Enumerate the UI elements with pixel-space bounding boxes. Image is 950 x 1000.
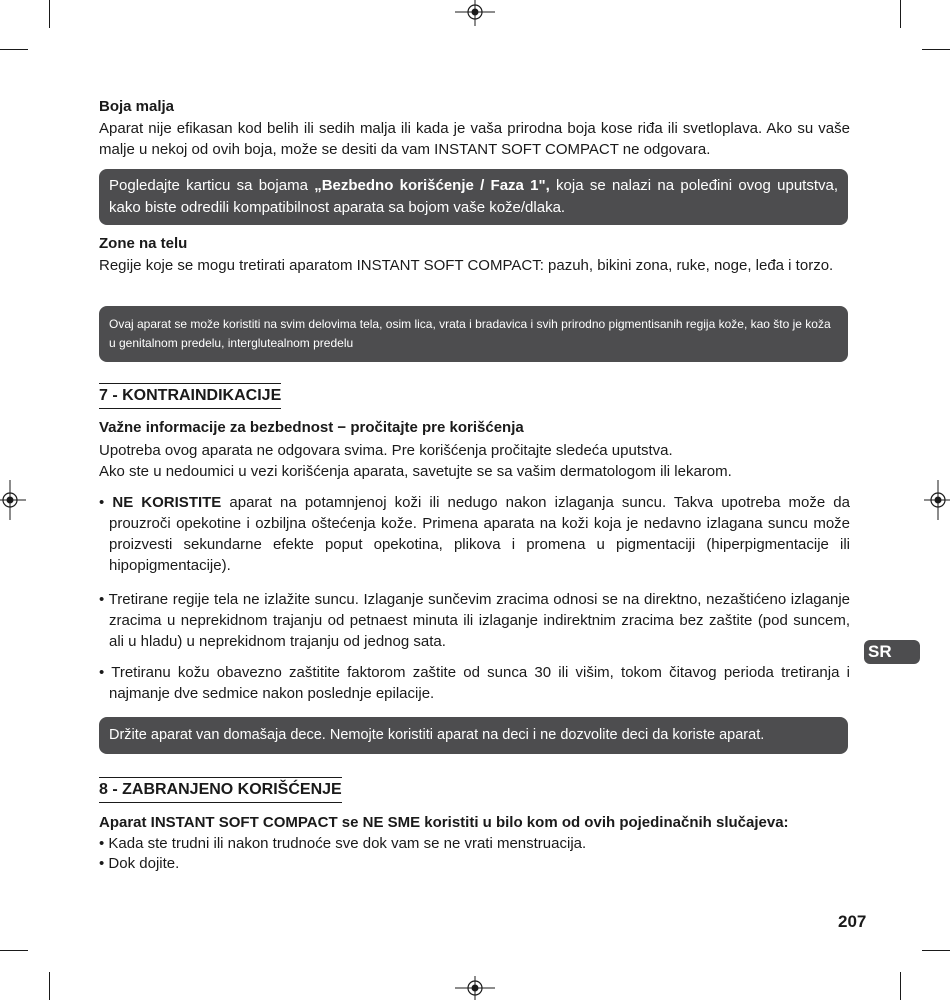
crop-mark: [49, 972, 50, 1000]
section-text-zones: Regije koje se mogu tretirati aparatom INSTANT SOFT COMPACT: pazuh, bikini zona, ruke, noge, leđa i torzo.: [99, 257, 834, 274]
bullet-text: Tretiranu kožu obavezno zaštitite faktorom zaštite od sunca 30 ili višim, tokom čitavog perioda tretiranja i najmanje dve sedmice nakon poslednje epilacije.: [109, 664, 850, 702]
section7-line2: Ako ste u nedoumici u vezi korišćenja aparata, savetujte se sa vašim dermatologom ili lekarom.: [99, 463, 732, 480]
info-box-skin-color: [99, 169, 848, 225]
crop-mark: [49, 0, 50, 28]
section-text-color: Aparat nije efikasan kod belih ili sedih malja ili kada je vaša prirodna boja kose riđa ili svetloplava. Ako su vaše malje u nekoj od ovih boja, može se desiti da vam INSTANT SOFT COMPACT ne odgovara.: [99, 120, 850, 158]
section-title-8: 8 - ZABRANJENO KORIŠĆENJE: [99, 777, 342, 803]
bullet-symbol: •: [99, 664, 105, 681]
section8-subheading: Aparat INSTANT SOFT COMPACT se NE SME koristiti u bilo kom od ovih pojedinačnih slučajeva:: [99, 814, 789, 831]
section8-item: • Kada ste trudni ili nakon trudnoće sve dok vam se ne vrati menstruacija.: [99, 835, 587, 852]
registration-mark-icon: [455, 976, 495, 1000]
section7-subheading: Važne informacije za bezbednost − pročitajte pre korišćenja: [99, 419, 524, 436]
info-box-body-zones: Ovaj aparat se može koristiti na svim delovima tela, osim lica, vrata i bradavica i svih prirodno pigmentisanih regija kože, kao što je koža u genitalnom predelu, interglutealnom predelu: [99, 306, 848, 362]
page-number: 207: [838, 912, 867, 931]
section-heading-color: Boja malja: [99, 98, 175, 115]
crop-mark: [922, 950, 950, 951]
bullet-symbol: •: [99, 494, 105, 511]
section-heading-zones: Zone na telu: [99, 235, 188, 252]
section-title-7: 7 - KONTRAINDIKACIJE: [99, 383, 281, 409]
info-box-children-warning: Držite aparat van domašaja dece. Nemojte koristiti aparat na deci i ne dozvolite deci da koriste aparat.: [99, 717, 848, 754]
crop-mark: [0, 950, 28, 951]
crop-mark: [0, 49, 28, 50]
list-item: [99, 662, 850, 704]
list-item: [99, 589, 850, 652]
section8-item: • Dok dojite.: [99, 855, 180, 872]
box-text: Pogledajte karticu sa bojama: [109, 177, 315, 194]
registration-mark-icon: [924, 480, 950, 520]
crop-mark: [900, 0, 901, 28]
section7-line1: Upotreba ovog aparata ne odgovara svima. Pre korišćenja pročitajte sledeća uputstva.: [99, 442, 673, 459]
bullet-text: aparat na potamnjenoj koži ili nedugo nakon izlaganja suncu. Takva upotreba može da prouzroči opekotine i ozbiljna oštećenja kože. Primena aparata na koži koja je nedavno izlagana suncu može proizvesti sekundarne efekte poput opekotina, plikova i promena u pigmentaciji (hiperpigmentacije ili hipopigmentacije).: [109, 494, 850, 574]
box-text-bold: „Bezbedno korišćenje / Faza 1",: [314, 177, 550, 194]
registration-mark-icon: [455, 0, 495, 26]
language-badge: SR: [864, 640, 920, 664]
list-item: [99, 492, 850, 576]
crop-mark: [922, 49, 950, 50]
bullet-bold-text: NE KORISTITE: [112, 494, 222, 511]
bullet-symbol: •: [99, 591, 105, 608]
box-text: koja se nalazi na poleđini ovog uputstva, kako biste odredili kompatibilnost aparata sa bojom vaše kože/dlaka.: [109, 177, 839, 216]
bullet-text: Tretirane regije tela ne izlažite suncu. Izlaganje sunčevim zracima odnosi se na direktno, nezaštićeno izlaganje zracima u neprekidnom trajanju od petnaest minuta ili izlaganje indirektnim zracima bez zaštite (pod suncem, ali u hladu) u neprekidnom trajanju od jednog sata.: [108, 591, 850, 650]
crop-mark: [900, 972, 901, 1000]
registration-mark-icon: [0, 480, 26, 520]
